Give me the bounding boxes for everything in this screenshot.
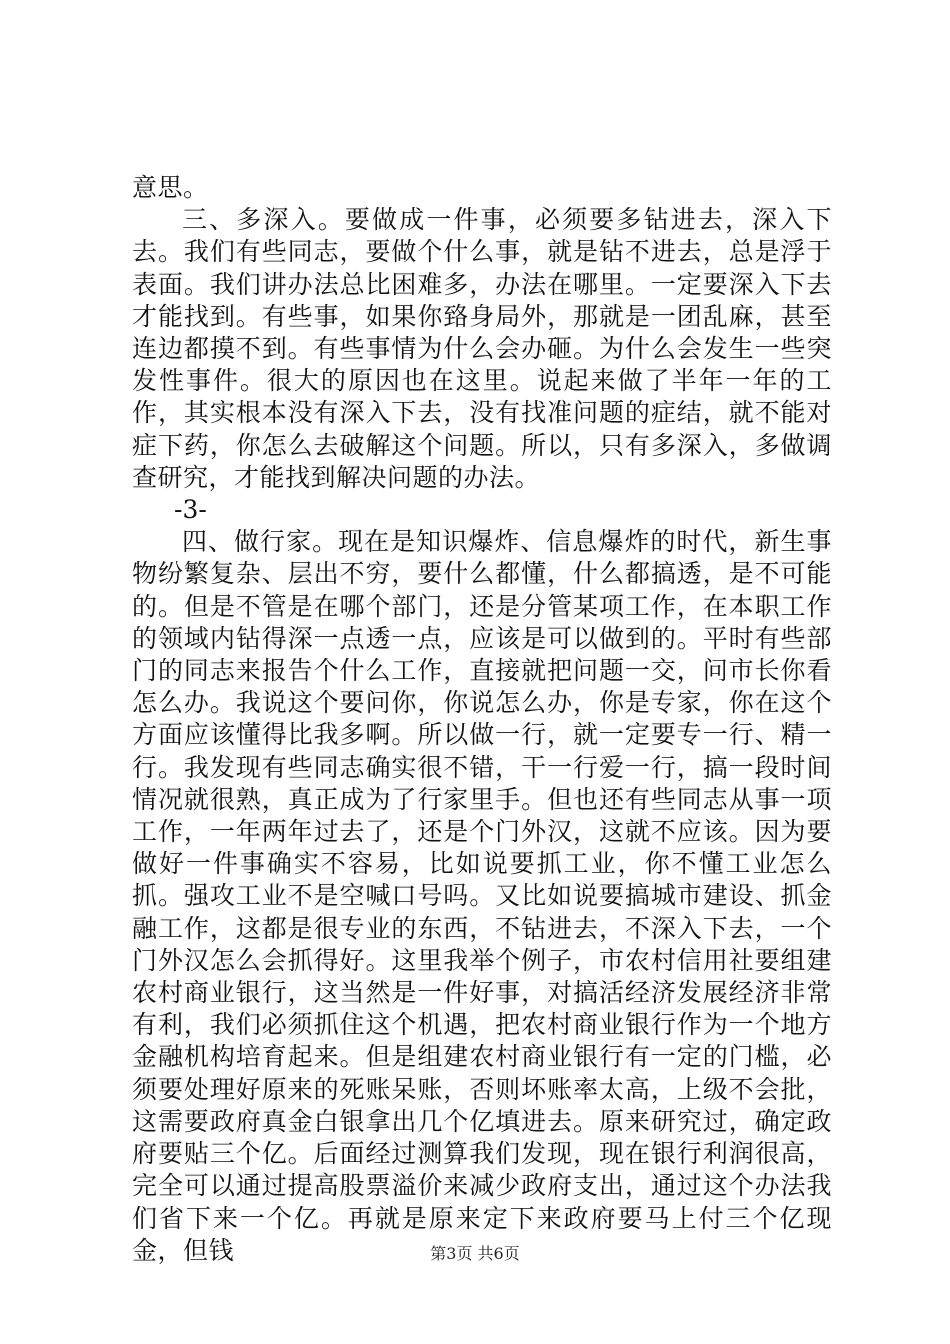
page-footer [0, 1244, 950, 1264]
paragraph-section-four: 四、做行家。现在是知识爆炸、信息爆炸的时代，新生事物纷繁复杂、层出不穷，要什么都懂，什么都搞透，是不可能的。但是不管是在哪个部门，还是分管某项工作，在本职工作的领域内钻得深一点透一点，应该是可以做到的。平时有些部门的同志来报告个什么工作，直接就把问题一交，问市长你看怎么办。我说这个要问你，你说怎么办，你是专家，你在这个方面应该懂得比我多啊。所以做一行，就一定要专一行、精一行。我发现有些同志确实很不错，干一行爱一行，搞一段时间情况就很熟，真正成为了行家里手。但也还有些同志从事一项工作，一年两年过去了，还是个门外汉，这就不应该。因为要做好一件事确实不容易，比如说要抓工业，你不懂工业怎么抓。强攻工业不是空喊口号吗。又比如说要搞城市建设、抓金融工作，这都是很专业的东西，不钻进去，不深入下去，一个门外汉怎么会抓得好。这里我举个例子，市农村信用社要组建农村商业银行，这当然是一件好事，对搞活经济发展经济非常有利，我们必须抓住这个机遇，把农村商业银行作为一个地方金融机构培育起来。但是组建农村商业银行有一定的门槛，必须要处理好原来的死账呆账，否则坏账率太高，上级不会批，这需要政府真金白银拿出几个亿填进去。原来研究过，确定政府要贴三个亿。后面经过测算我们发现，现在银行利润很高，完全可以通过提高股票溢价来减少政府支出，通过这个办法我们省下来一个亿。再就是原来定下来政府要马上付三个亿现金，但钱 [132, 527, 832, 1265]
page-number-label: 第3页 共6页 [430, 1244, 520, 1263]
inline-page-marker: -3- [174, 495, 207, 525]
paragraph-continuation: 意思。 [132, 173, 209, 202]
document-body [132, 172, 832, 1267]
paragraph-section-three: 三、多深入。要做成一件事，必须要多钻进去，深入下去。我们有些同志，要做个什么事，就是钻不进去，总是浮于表面。我们讲办法总比困难多，办法在哪里。一定要深入下去才能找到。有些事，如果你臵身局外，那就是一团乱麻，甚至连边都摸不到。有些事情为什么会办砸。为什么会发生一些突发性事件。很大的原因也在这里。说起来做了半年一年的工作，其实根本没有深入下去，没有找准问题的症结，就不能对症下药，你怎么去破解这个问题。所以，只有多深入，多做调查研究，才能找到解决问题的办法。 [132, 205, 832, 492]
